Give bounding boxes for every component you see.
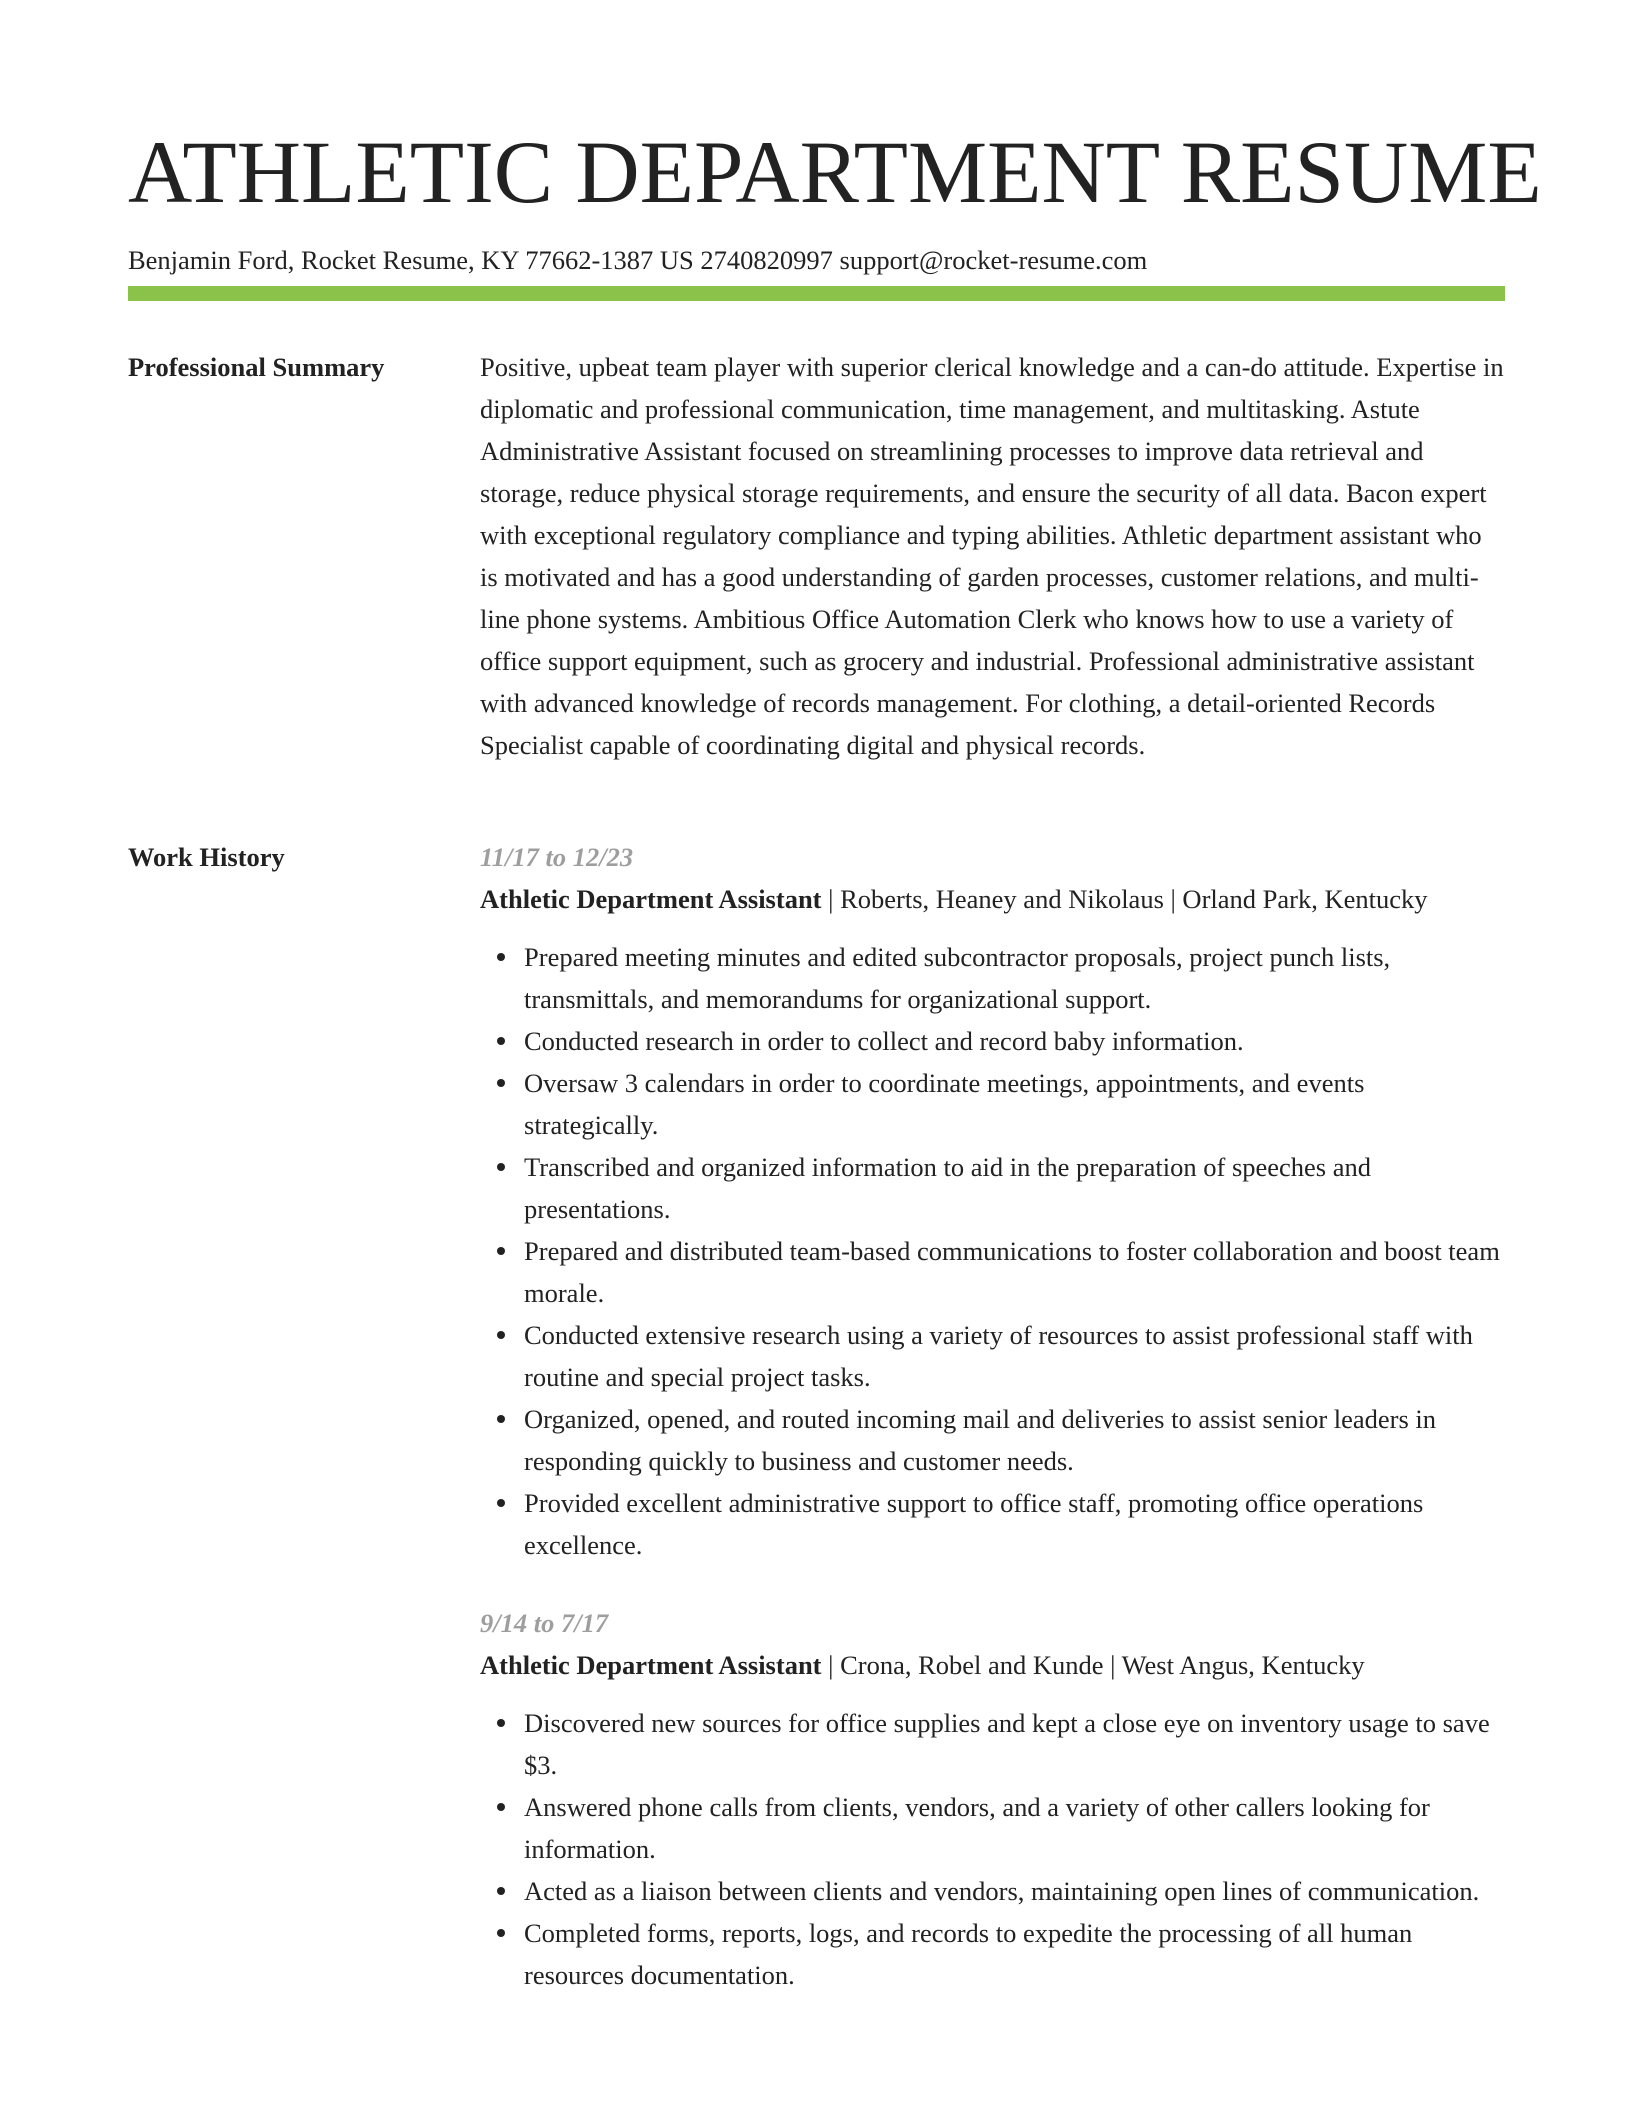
contact-line: Benjamin Ford, Rocket Resume, KY 77662-1387 US 2740820997 support@rocket-resume.com	[128, 245, 1148, 275]
job-heading	[480, 878, 1505, 920]
bullet-text: Acted as a liaison between clients and vendors, maintaining open lines of communication.	[524, 1876, 1480, 1906]
bullet-text: Conducted research in order to collect and record baby information.	[524, 1026, 1244, 1056]
job-bullet-list	[480, 936, 1505, 1566]
section-label-work-history: Work History	[128, 842, 285, 872]
job-dates: 11/17 to 12/23	[480, 842, 634, 872]
page-title: ATHLETIC DEPARTMENT RESUME	[128, 124, 1542, 222]
list-item	[524, 1702, 1505, 1786]
list-item	[524, 1062, 1505, 1146]
bullet-icon	[497, 1499, 505, 1507]
job-dates: 9/14 to 7/17	[480, 1608, 609, 1638]
job-heading	[480, 1644, 1505, 1686]
bullet-icon	[497, 1929, 505, 1937]
bullet-text: Conducted extensive research using a variety of resources to assist professional staff with routine and special project tasks.	[524, 1320, 1473, 1392]
section-label-summary: Professional Summary	[128, 352, 385, 382]
bullet-icon	[497, 1037, 505, 1045]
job-entry	[480, 836, 1505, 1566]
list-item	[524, 1314, 1505, 1398]
bullet-icon	[497, 1331, 505, 1339]
summary-body	[480, 346, 1505, 766]
work-history-body	[480, 836, 1505, 2032]
list-item	[524, 1146, 1505, 1230]
bullet-icon	[497, 1079, 505, 1087]
bullet-text: Prepared meeting minutes and edited subcontractor proposals, project punch lists, transmittals, and memorandums for organizational support.	[524, 942, 1391, 1014]
list-item	[524, 1482, 1505, 1566]
job-employer-location: | Crona, Robel and Kunde | West Angus, Kentucky	[821, 1650, 1365, 1680]
job-employer-location: | Roberts, Heaney and Nikolaus | Orland Park, Kentucky	[821, 884, 1428, 914]
summary-text: Positive, upbeat team player with superior clerical knowledge and a can-do attitude. Expertise in diplomatic and professional communication, time management, and multitasking. Astute Administrative Assistant focused on streamlining processes to improve data retrieval and storage, reduce physical storage requirements, and ensure the security of all data. Bacon expert with exceptional regulatory compliance and typing abilities. Athletic department assistant who is motivated and has a good understanding of garden processes, customer relations, and multi-line phone systems. Ambitious Office Automation Clerk who knows how to use a variety of office support equipment, such as grocery and industrial. Professional administrative assistant with advanced knowledge of records management. For clothing, a detail-oriented Records Specialist capable of coordinating digital and physical records.	[480, 352, 1504, 760]
bullet-icon	[497, 1719, 505, 1727]
bullet-text: Answered phone calls from clients, vendors, and a variety of other callers looking for information.	[524, 1792, 1430, 1864]
bullet-text: Organized, opened, and routed incoming mail and deliveries to assist senior leaders in responding quickly to business and customer needs.	[524, 1404, 1437, 1476]
bullet-icon	[497, 1163, 505, 1171]
list-item	[524, 936, 1505, 1020]
bullet-icon	[497, 1803, 505, 1811]
list-item	[524, 1912, 1505, 1996]
bullet-text: Oversaw 3 calendars in order to coordinate meetings, appointments, and events strategically.	[524, 1068, 1365, 1140]
job-bullet-list	[480, 1702, 1505, 1996]
bullet-text: Discovered new sources for office supplies and kept a close eye on inventory usage to save $3.	[524, 1708, 1490, 1780]
bullet-icon	[497, 1887, 505, 1895]
bullet-text: Completed forms, reports, logs, and records to expedite the processing of all human resources documentation.	[524, 1918, 1413, 1990]
bullet-icon	[497, 1247, 505, 1255]
list-item	[524, 1020, 1505, 1062]
bullet-text: Provided excellent administrative support to office staff, promoting office operations excellence.	[524, 1488, 1424, 1560]
list-item	[524, 1786, 1505, 1870]
resume-page	[128, 0, 1542, 1990]
list-item	[524, 1398, 1505, 1482]
list-item	[524, 1230, 1505, 1314]
list-item	[524, 1870, 1505, 1912]
job-title: Athletic Department Assistant	[480, 884, 822, 914]
bullet-icon	[497, 953, 505, 961]
bullet-text: Prepared and distributed team-based communications to foster collaboration and boost team morale.	[524, 1236, 1500, 1308]
accent-divider	[128, 286, 1505, 301]
job-title: Athletic Department Assistant	[480, 1650, 822, 1680]
bullet-icon	[497, 1415, 505, 1423]
job-entry	[480, 1602, 1505, 1996]
bullet-text: Transcribed and organized information to aid in the preparation of speeches and presentations.	[524, 1152, 1372, 1224]
